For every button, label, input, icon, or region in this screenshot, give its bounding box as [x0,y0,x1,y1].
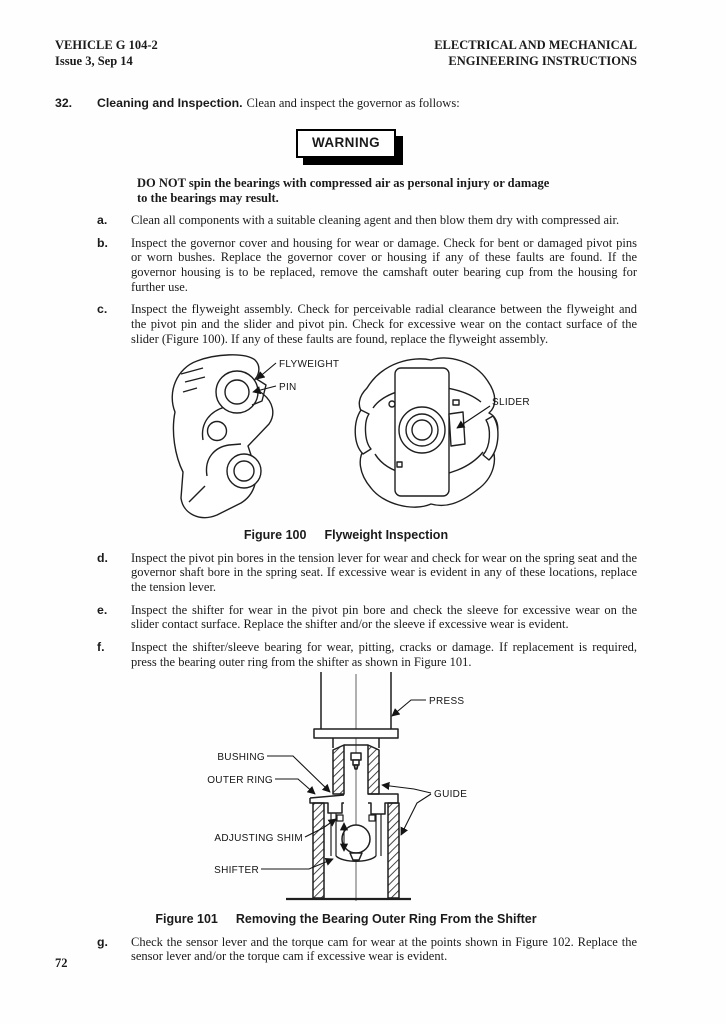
figure-101-title: Removing the Bearing Outer Ring From the Shifter [235,912,537,927]
item-letter: c. [97,302,108,317]
section-intro: Clean and inspect the governor as follows: [246,95,460,110]
item-text: Check the sensor lever and the torque cam for wear at the points shown in Figure 102. Replace the sensor lever and/or the torque cam if excessive wear is evident. [131,934,637,964]
item-text: Inspect the flyweight assembly. Check for perceivable radial clearance between the flyweight and the pivot pin and the slider and pivot pin. Check for excessive wear on the contact surface of the slider (Figure 100). If any of these faults are found, replace the flyweight assembly. [131,302,637,346]
org-line1: ELECTRICAL AND MECHANICAL [434,38,637,52]
shifter-label: SHIFTER [214,865,259,877]
list-item-c [97,302,637,346]
item-text: Clean all components with a suitable cleaning agent and then blow them dry with compressed air. [131,213,620,228]
list-item-a [97,213,637,228]
bushing-label: BUSHING [217,752,265,764]
adjusting-shim-label: ADJUSTING SHIM [214,833,303,845]
list-item-b [97,236,637,295]
item-text: Inspect the governor cover and housing for wear or damage. Check for bent or damaged pivot pins or worn bushes. Replace the governor cover or housing if any of these faults are found. If the governor housing is to be replaced, remove the camshaft outer bearing cup from the housing for further use. [131,235,637,294]
header-left [55,38,158,70]
item-letter: d. [97,550,108,565]
figure-100-caption [55,528,637,543]
item-letter: f. [97,639,105,654]
warning-text-line2: to the bearings may result. [137,190,279,205]
section-number: 32. [55,95,73,110]
list-item-g [97,935,637,964]
warning-box: WARNING [296,129,396,158]
org-line2: ENGINEERING INSTRUCTIONS [448,53,637,68]
figure-101-image [181,672,511,906]
procedure-list [55,213,637,346]
item-letter: g. [97,934,108,949]
doc-issue: Issue 3, Sep 14 [55,53,133,68]
section-heading [55,96,637,111]
item-letter: a. [97,213,108,228]
outer-ring-label: OUTER RING [207,775,273,787]
warning-text [137,176,607,205]
figure-100-title: Flyweight Inspection [324,528,449,543]
item-text: Inspect the pivot pin bores in the tension lever for wear and check for wear on the spring seat and the governor shaft bore in the spring seat. If excessive wear is evident in any of these locations, replace the tension lever. [131,550,637,595]
warning-text-line1: DO NOT spin the bearings with compressed air as personal injury or damage [137,175,550,190]
press-label: PRESS [429,696,465,708]
page-number: 72 [55,956,68,970]
page-header [55,38,637,70]
figure-101 [55,672,637,906]
section-title: Cleaning and Inspection. [97,95,243,110]
figure-100-number: Figure 100 [243,528,307,543]
figure-100-image [145,352,547,524]
procedure-list-continued [55,551,637,669]
doc-id: VEHICLE G 104-2 [55,38,158,52]
guide-label: GUIDE [434,789,468,801]
procedure-list-final [55,935,637,964]
list-item-e [97,603,637,632]
item-letter: b. [97,235,108,250]
figure-101-number: Figure 101 [155,912,218,927]
slider-label: SLIDER [492,397,530,409]
item-text: Inspect the shifter for wear in the pivot pin bore and check the sleeve for excessive wear on the slider contact surface. Replace the shifter and/or the sleeve if excessive wear is evident. [131,602,637,632]
item-text: Inspect the shifter/sleeve bearing for wear, pitting, cracks or damage. If replacement is required, press the bearing outer ring from the shifter as shown in Figure 101. [131,639,637,669]
figure-101-caption [55,912,637,927]
list-item-f [97,640,637,669]
flyweight-label: FLYWEIGHT [279,359,340,371]
warning-box-wrapper [55,129,637,158]
pin-label: PIN [279,382,297,394]
item-letter: e. [97,602,108,617]
header-right [434,38,637,70]
figure-100 [55,352,637,524]
list-item-d [97,551,637,595]
